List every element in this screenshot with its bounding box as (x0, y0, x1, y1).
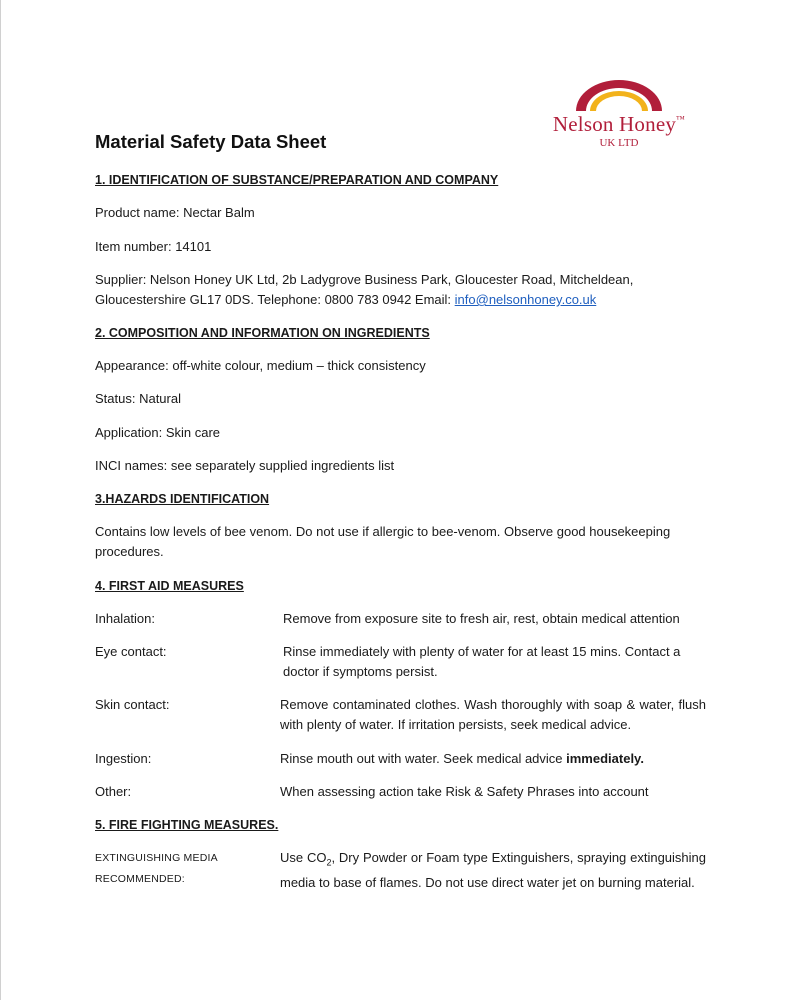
inci-names: INCI names: see separately supplied ingredients list (95, 458, 395, 473)
supplier-contact: Gloucestershire GL17 0DS. Telephone: 0800 783 0942 Email: (95, 292, 455, 307)
email-link[interactable]: info@nelsonhoney.co.uk (454, 292, 597, 307)
other-text: When assessing action take Risk & Safety Phrases into account (280, 784, 649, 799)
honey-arc-icon (572, 76, 666, 112)
skin-contact-label: Skin contact: (95, 697, 170, 712)
supplier-line-1: Supplier: Nelson Honey UK Ltd, 2b Ladygrove Business Park, Gloucester Road, Mitcheldean, (95, 272, 634, 287)
logo-name: Nelson Honey™ (552, 112, 686, 136)
item-number: Item number: 14101 (95, 239, 212, 254)
supplier-line-2 (95, 290, 596, 310)
logo-subtitle: UK LTD (599, 137, 639, 149)
page-edge (0, 0, 1, 1000)
other-label: Other: (95, 784, 132, 799)
page-title: Material Safety Data Sheet (95, 131, 327, 152)
eye-contact-text: Rinse immediately with plenty of water for at least 15 mins. Contact a doctor if symptoms persist. (283, 644, 681, 679)
product-name: Product name: Nectar Balm (95, 205, 255, 220)
extinguishing-label-2: RECOMMENDED: (95, 873, 185, 885)
section-3-heading: 3.HAZARDS IDENTIFICATION (95, 492, 270, 506)
extinguishing-text (280, 848, 706, 893)
status: Status: Natural (95, 391, 181, 406)
nelson-honey-logo (536, 72, 702, 152)
appearance: Appearance: off-white colour, medium – thick consistency (95, 358, 426, 373)
hazards-text: Contains low levels of bee venom. Do not use if allergic to bee-venom. Observe good housekeeping procedures. (95, 524, 671, 559)
skin-contact-text: Remove contaminated clothes. Wash thoroughly with soap & water, flush with plenty of water. If irritation persists, seek medical advice. (280, 697, 706, 732)
inhalation-label: Inhalation: (95, 611, 155, 626)
extinguishing-text-rest: , Dry Powder or Foam type Extinguishers, spraying extinguishing media to base of flames. Do not use direct water jet on burning material. (280, 850, 706, 890)
ingestion-advice: Rinse mouth out with water. Seek medical advice (280, 751, 567, 766)
section-1-heading: 1. IDENTIFICATION OF SUBSTANCE/PREPARATION AND COMPANY (95, 173, 499, 187)
ingestion-text (280, 749, 644, 769)
extinguishing-label-1: EXTINGUISHING MEDIA (95, 852, 218, 864)
section-5-heading: 5. FIRE FIGHTING MEASURES. (95, 818, 279, 832)
application: Application: Skin care (95, 425, 221, 440)
eye-contact-label: Eye contact: (95, 644, 167, 659)
ingestion-emphasis: immediately. (566, 751, 644, 766)
extinguishing-text-start: Use CO (280, 850, 327, 865)
section-2-heading: 2. COMPOSITION AND INFORMATION ON INGREDIENTS (95, 326, 430, 340)
inhalation-text: Remove from exposure site to fresh air, rest, obtain medical attention (283, 611, 680, 626)
ingestion-label: Ingestion: (95, 751, 152, 766)
co2-subscript: 2 (326, 857, 332, 868)
section-4-heading: 4. FIRST AID MEASURES (95, 579, 244, 593)
